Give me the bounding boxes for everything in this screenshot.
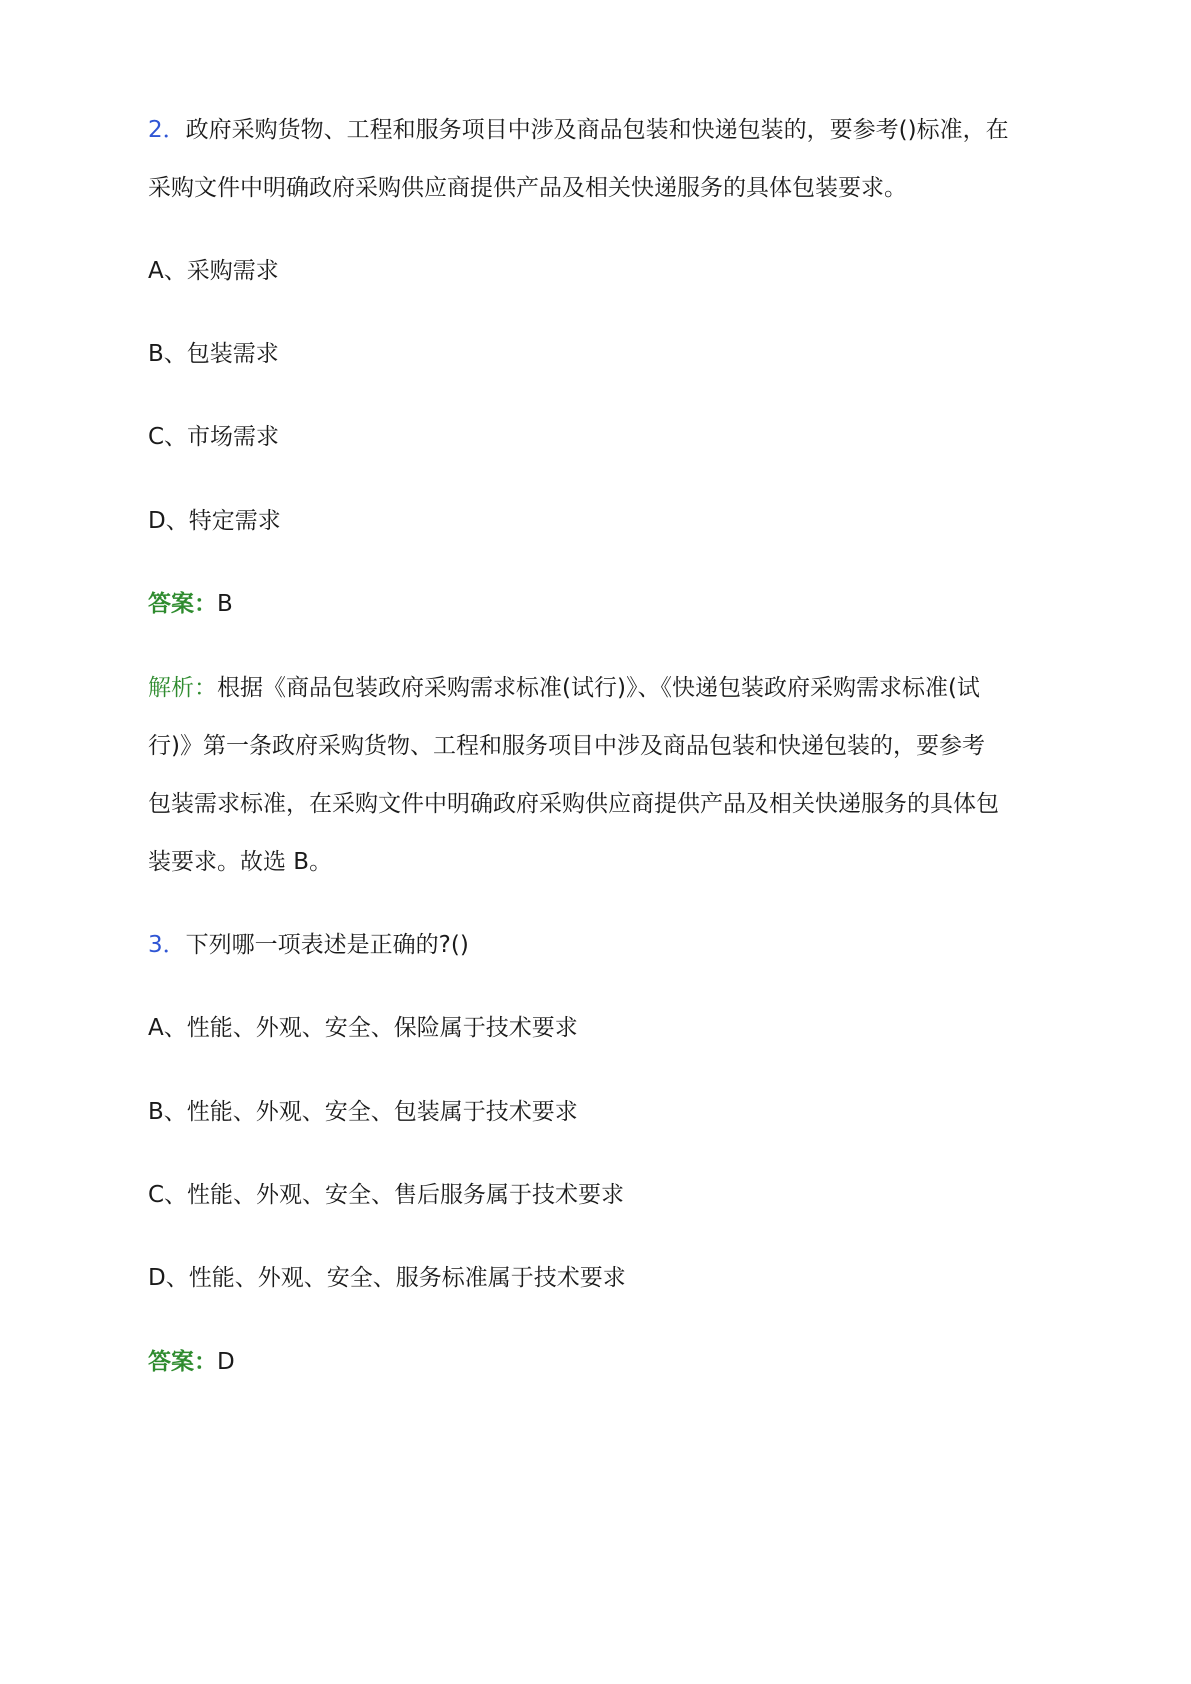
- analysis-text: 根据《商品包装政府采购需求标准(试行)》、《快递包装政府采购需求标准(试: [217, 675, 980, 701]
- answer: [148, 1346, 235, 1378]
- answer-label: 答案：: [148, 1349, 217, 1375]
- question-text: 下列哪一项表述是正确的?(): [185, 932, 469, 958]
- answer-value: B: [217, 591, 233, 617]
- question-2-stem-line-1: [148, 114, 1009, 146]
- option-a: A、性能、外观、安全、保险属于技术要求: [148, 1015, 578, 1041]
- analysis-line-2: 行)》第一条政府采购货物、工程和服务项目中涉及商品包装和快递包装的，要参考: [148, 733, 985, 759]
- option-d: D、特定需求: [148, 508, 281, 534]
- answer: [148, 588, 233, 620]
- option-c: C、市场需求: [148, 424, 280, 450]
- option-d: D、性能、外观、安全、服务标准属于技术要求: [148, 1265, 626, 1291]
- question-number: 3．: [148, 932, 186, 958]
- analysis-line-1: [148, 672, 980, 704]
- question-text: 政府采购货物、工程和服务项目中涉及商品包装和快递包装的，要参考()标准，在: [185, 117, 1009, 143]
- option-b: B、包装需求: [148, 341, 279, 367]
- question-3-stem: [148, 929, 469, 961]
- answer-label: 答案：: [148, 591, 217, 617]
- question-number: 2．: [148, 117, 186, 143]
- option-a: A、采购需求: [148, 258, 279, 284]
- answer-value: D: [217, 1349, 235, 1375]
- analysis-line-4: 装要求。故选 B。: [148, 849, 333, 875]
- question-2-stem-line-2: 采购文件中明确政府采购供应商提供产品及相关快递服务的具体包装要求。: [148, 175, 907, 201]
- option-c: C、性能、外观、安全、售后服务属于技术要求: [148, 1182, 625, 1208]
- analysis-label: 解析：: [148, 675, 217, 701]
- option-b: B、性能、外观、安全、包装属于技术要求: [148, 1099, 578, 1125]
- analysis-line-3: 包装需求标准，在采购文件中明确政府采购供应商提供产品及相关快递服务的具体包: [148, 791, 999, 817]
